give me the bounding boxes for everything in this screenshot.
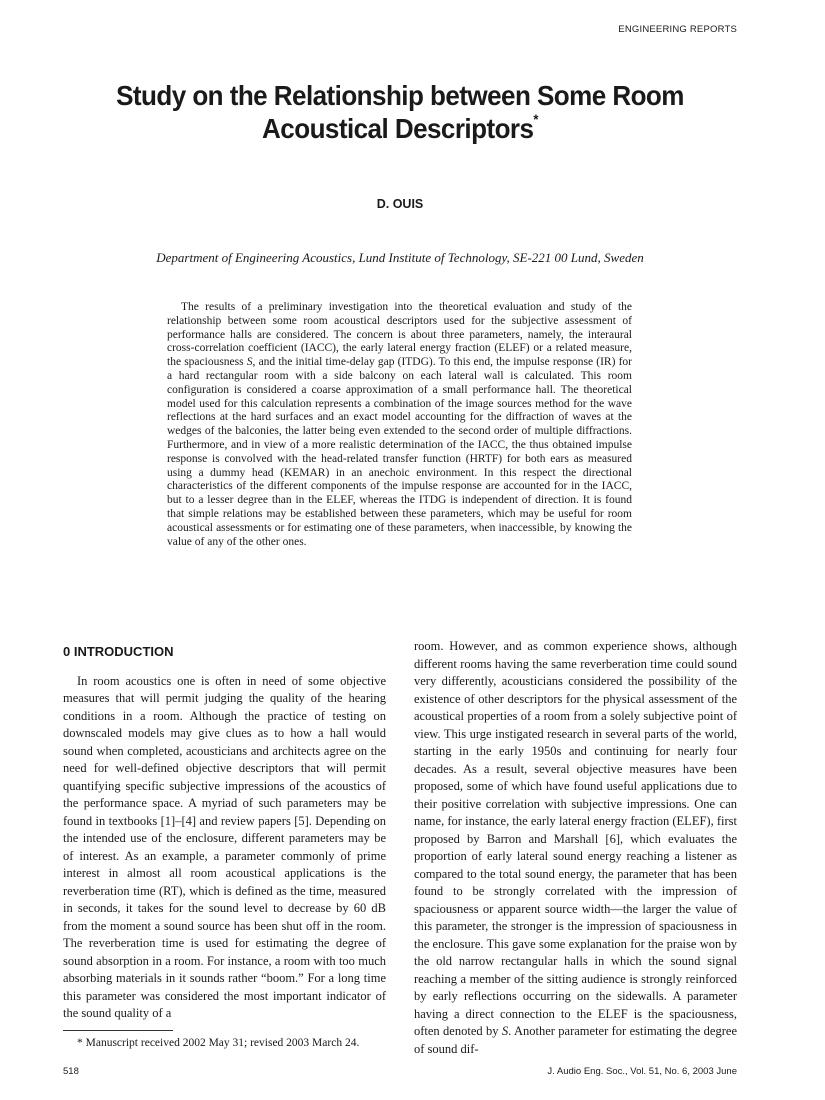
paper-title-text: Study on the Relationship between Some Room Acoustical Descriptors <box>116 80 684 144</box>
abstract-part-1: The results of a preliminary investigation into the theoretical evaluation and study of the relationship between some room acoustical descriptors used for the subjective assessment of performance halls are considered. The concern is about three parameters, namely, the interaural cross-correlation coefficient (IACC), the early lateral energy fraction (ELEF) or a related measure, the spaciousness <box>167 301 632 369</box>
section-heading: 0 INTRODUCTION <box>63 644 174 659</box>
author-name: D. OUIS <box>376 197 424 211</box>
journal-reference: J. Audio Eng. Soc., Vol. 51, No. 6, 2003 June <box>547 1066 737 1077</box>
footnote-divider <box>63 1030 173 1031</box>
page-number: 518 <box>63 1066 79 1077</box>
intro-right-part-2: . Another parameter for estimating the degree of sound dif- <box>414 1024 737 1056</box>
footnote: * Manuscript received 2002 May 31; revised 2003 March 24. <box>77 1037 360 1049</box>
intro-paragraph-left: In room acoustics one is often in need of some objective measures that will permit judging the quality of the hearing conditions in a room. Although the practice of testing on downscaled models may give clues as to how a hall would sound when completed, acousticians and architects agree on the need for well-defined objective descriptors that will permit quantifying specific subjective impressions of the acoustics of the performance space. A myriad of such parameters may be found in textbooks [1]–[4] and review papers [5]. Depending on the intended use of the enclosure, different parameters may be of interest. As an example, a parameter commonly of prime interest in almost all room acoustical applications is the reverberation time (RT), which is defined as the time, measured in seconds, it takes for the sound level to decrease by 60 dB from the moment a sound source has been shut off in the room. The reverberation time is used for estimating the degree of sound absorption in a room. For instance, a room with too much absorbing materials in it sounds rather “boom.” For a long time this parameter was considered the most important indicator of the sound quality of a <box>63 673 386 1020</box>
intro-right-part-1: room. However, and as common experience shows, although different rooms having the same reverberation time could sound very differently, acousticians considered the possibility of the existence of other descriptors for the physical assessment of the acoustical properties of a room from a solely subjective point of view. This urge instigated research in several parts of the world, starting in the early 1950s and continuing for nearly four decades. As a result, several objective measures have been proposed, some of which have found useful applications due to their positive correlation with subjective impressions. One can name, for instance, the early lateral energy fraction (ELEF), first proposed by Barron and Marshall [6], which evaluates the proportion of early lateral sound energy reaching a listener as compared to the total sound energy, the parameter that has been found to be strongly correlated with the impression of spaciousness or apparent source width—the larger the value of this parameter, the stronger is the impression of spaciousness in the enclosure. This gave some explanation for the praise won by the old narrow rectangular halls in which the sound signal reaching a member of the sitting audience is strongly reinforced by early reflections occurring on the sidewalls. A parameter having a direct connection to the ELEF is the spaciousness, often denoted by <box>414 639 737 1038</box>
intro-paragraph-right <box>414 638 737 1058</box>
abstract-symbol-s: S <box>246 356 253 369</box>
paper-title <box>84 79 716 145</box>
right-column <box>414 638 737 1058</box>
abstract-part-2: , and the initial time-delay gap (ITDG). To this end, the impulse response (IR) for a hard rectangular room with a side balcony on each lateral wall is calculated. This room configuration is considered a coarse approximation of a small performance hall. The theoretical model used for this calculation represents a combination of the image sources method for the wave reflections at the hard surfaces and an exact model accounting for the diffraction of waves at the wedges of the balconies, the latter being even extended to the second order of multiple diffractions. Furthermore, and in view of a more realistic determination of the IACC, the thus obtained impulse response is convolved with the head-related transfer function (HRTF) for both ears as measured using a dummy head (KEMAR) in an anechoic environment. In this respect the directional characteristics of the different components of the impulse response are accounted for in the IACC, but to a lesser degree than in the ELEF, whereas the ITDG is independent of direction. It is found that simple relations may be established between these parameters, which may be useful for room acoustical assessments or for estimating one of these parameters, when inaccessible, by knowing the value of any of the other ones. <box>167 356 632 548</box>
intro-right-symbol-s: S <box>501 1024 509 1038</box>
left-column <box>63 638 386 1023</box>
title-footnote-marker: * <box>533 111 538 127</box>
abstract <box>167 301 632 549</box>
section-label: ENGINEERING REPORTS <box>618 24 737 35</box>
author-affiliation: Department of Engineering Acoustics, Lund Institute of Technology, SE-221 00 Lund, Sweden <box>156 250 644 265</box>
